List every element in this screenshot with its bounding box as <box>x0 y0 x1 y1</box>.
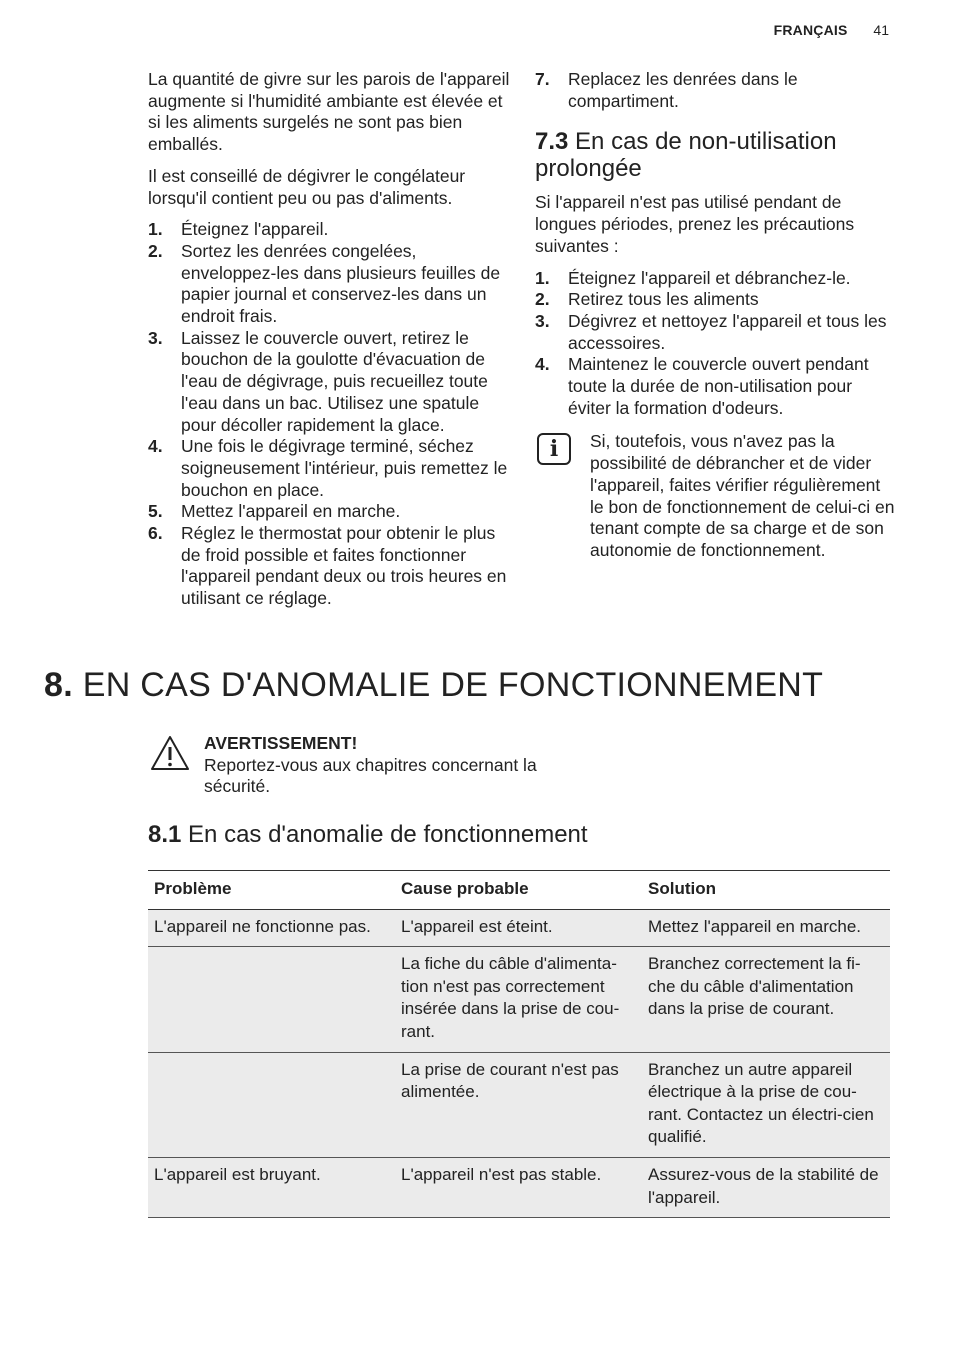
step-number: 7. <box>535 69 550 89</box>
table-row <box>148 1157 890 1217</box>
section-title: En cas de non-utilisation prolongée <box>535 128 837 183</box>
table-cell: Branchez un autre appareil électrique à la prise de cou-rant. Contactez un électri-cien qualifié. <box>642 1052 890 1157</box>
step-text: Une fois le dégivrage terminé, séchez soigneusement l'intérieur, puis remettez le bouchon en place. <box>181 436 508 500</box>
table-cell: L'appareil n'est pas stable. <box>395 1157 642 1217</box>
list-item <box>535 268 895 290</box>
table-cell: La prise de courant n'est pas alimentée. <box>395 1052 642 1157</box>
section-intro: Si l'appareil n'est pas utilisé pendant de longues périodes, prenez les précautions suivantes : <box>535 192 855 256</box>
left-column <box>148 69 513 620</box>
table-cell: Branchez correctement la fi-che du câble d'alimentation dans la prise de courant. <box>642 947 890 1052</box>
table-row <box>148 909 890 947</box>
info-text: Si, toutefois, vous n'avez pas la possibilité de débrancher et de vider l'appareil, faites vérifier régulièrement le bon de fonctionnement de celui-ci en tenant compte de sa charge et de son autonomie de fonctionnement. <box>590 431 895 560</box>
step-text: Mettez l'appareil en marche. <box>181 501 401 522</box>
step-text: Replacez les denrées dans le compartiment. <box>568 69 798 111</box>
table-cell <box>148 1052 395 1157</box>
table-cell: L'appareil est éteint. <box>395 909 642 947</box>
step-text: Retirez tous les aliments <box>568 289 759 310</box>
section-heading-8-1 <box>148 820 588 850</box>
step-number: 3. <box>535 310 550 331</box>
right-column <box>535 69 895 562</box>
paragraph: La quantité de givre sur les parois de l'appareil augmente si l'humidité ambiante est élevée et si les aliments surgelés ne sont pas bien emballés. <box>148 69 510 155</box>
section-title: En cas d'anomalie de fonctionnement <box>188 821 588 848</box>
column-header: Cause probable <box>395 871 642 910</box>
step-number: 1. <box>535 267 550 288</box>
column-header: Solution <box>642 871 890 910</box>
step-number: 1. <box>148 219 163 240</box>
section-number: 8.1 <box>148 821 182 848</box>
step-text: Dégivrez et nettoyez l'appareil et tous les accessoires. <box>568 310 887 353</box>
paragraph: Il est conseillé de dégivrer le congélateur lorsqu'il contient peu ou pas d'aliments. <box>148 165 466 208</box>
table-header-row <box>148 871 890 910</box>
language-label: FRANÇAIS <box>773 22 848 38</box>
step-text: Éteignez l'appareil. <box>181 219 329 240</box>
step-number: 5. <box>148 501 163 522</box>
list-item <box>148 328 513 437</box>
info-note <box>535 431 895 561</box>
table-cell: Mettez l'appareil en marche. <box>642 909 890 947</box>
list-item <box>535 289 895 311</box>
section-heading-7-3 <box>535 128 895 182</box>
step-number: 2. <box>148 240 163 261</box>
chapter-number: 8. <box>44 666 73 704</box>
page-header <box>774 22 889 38</box>
list-item <box>148 523 513 610</box>
step-text: Maintenez le couvercle ouvert pendant toute la durée de non-utilisation pour éviter la formation d'odeurs. <box>568 354 869 418</box>
defrost-steps <box>148 219 513 610</box>
list-item <box>535 311 895 354</box>
table-row <box>148 1052 890 1157</box>
step-text: Sortez les denrées congelées, enveloppez-les dans plusieurs feuilles de papier journal et conservez-les dans un endroit frais. <box>181 240 501 327</box>
step-number: 4. <box>535 354 550 375</box>
step-text: Éteignez l'appareil et débranchez-le. <box>568 267 851 288</box>
step-number: 6. <box>148 523 163 544</box>
storage-steps <box>535 268 895 420</box>
list-item <box>148 436 513 501</box>
troubleshooting-table <box>148 870 890 1218</box>
warning-title: AVERTISSEMENT! <box>204 733 358 753</box>
warning-note <box>150 733 550 798</box>
table-cell <box>148 947 395 1052</box>
chapter-title: EN CAS D'ANOMALIE DE FONCTIONNEMENT <box>82 666 824 704</box>
list-item <box>148 501 513 523</box>
warning-text: Reportez-vous aux chapitres concernant la sécurité. <box>204 754 537 797</box>
list-item <box>535 69 895 112</box>
page-number: 41 <box>873 22 889 38</box>
step-text: Réglez le thermostat pour obtenir le plus de froid possible et faites fonctionner l'appareil pendant deux ou trois heures en utilisant ce réglage. <box>181 523 507 609</box>
table-cell: L'appareil est bruyant. <box>148 1157 395 1217</box>
section-number: 7.3 <box>535 128 569 156</box>
warning-triangle-icon <box>150 735 190 771</box>
step-number: 4. <box>148 436 163 457</box>
table-cell: Assurez-vous de la stabilité de l'appareil. <box>642 1157 890 1217</box>
table-cell: L'appareil ne fonctionne pas. <box>148 909 395 947</box>
list-item <box>148 219 513 241</box>
column-header: Problème <box>148 871 395 910</box>
step-number: 2. <box>535 289 550 310</box>
defrost-steps-continued <box>535 69 895 112</box>
step-text: Laissez le couvercle ouvert, retirez le bouchon de la goulotte d'évacuation de l'eau de dégivrage, puis recueillez toute l'eau dans un bac. Utilisez une spatule pour décoller rapidement la glace. <box>181 327 488 435</box>
table-cell: La fiche du câble d'alimenta-tion n'est pas correctement insérée dans la prise de cou-rant. <box>395 947 642 1052</box>
table-row <box>148 947 890 1052</box>
step-number: 3. <box>148 327 163 348</box>
list-item <box>148 241 513 328</box>
info-icon: i <box>537 433 571 465</box>
list-item <box>535 354 895 419</box>
chapter-heading <box>44 665 823 705</box>
